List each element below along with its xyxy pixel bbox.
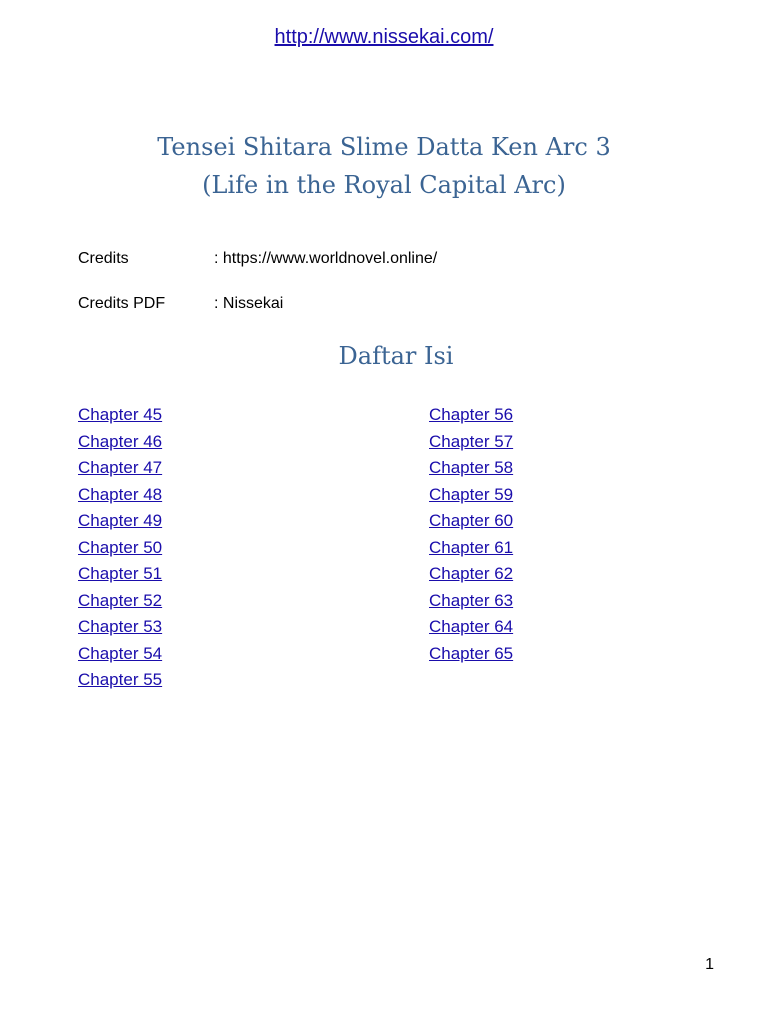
toc-item (78, 484, 162, 511)
toc-item (429, 590, 513, 617)
toc-item (78, 537, 162, 564)
chapter-link[interactable]: Chapter 57 (429, 431, 514, 451)
toc-item (78, 457, 162, 484)
page-number: 1 (705, 956, 714, 973)
toc-item (429, 431, 513, 458)
toc-right-column (429, 404, 513, 669)
document-title: Tensei Shitara Slime Datta Ken Arc 3 (157, 133, 611, 161)
toc-item (78, 616, 162, 643)
document-subtitle: (Life in the Royal Capital Arc) (202, 171, 566, 199)
chapter-link[interactable]: Chapter 56 (429, 405, 514, 424)
chapter-link[interactable]: Chapter 63 (429, 590, 514, 610)
credits-label: Credits (78, 250, 129, 267)
toc-item (78, 404, 162, 431)
chapter-link[interactable]: Chapter 48 (78, 484, 163, 504)
toc-item (429, 457, 513, 484)
credits-pdf-value: : Nissekai (214, 295, 284, 312)
chapter-link[interactable]: Chapter 64 (429, 617, 514, 636)
chapter-link[interactable]: Chapter 62 (429, 564, 514, 583)
toc-item (429, 510, 513, 537)
chapter-link[interactable]: Chapter 65 (429, 643, 514, 663)
chapter-link[interactable]: Chapter 54 (78, 643, 163, 663)
toc-item (429, 404, 513, 431)
chapter-link[interactable]: Chapter 50 (78, 537, 163, 557)
toc-heading: Daftar Isi (338, 342, 454, 370)
toc-left-column (78, 404, 162, 696)
toc-item (78, 590, 162, 617)
chapter-link[interactable]: Chapter 61 (429, 537, 514, 557)
toc-item (78, 431, 162, 458)
chapter-link[interactable]: Chapter 49 (78, 511, 163, 530)
chapter-link[interactable]: Chapter 55 (78, 670, 163, 689)
chapter-link[interactable]: Chapter 46 (78, 431, 163, 451)
chapter-link[interactable]: Chapter 51 (78, 564, 163, 583)
chapter-link[interactable]: Chapter 45 (78, 405, 163, 424)
chapter-link[interactable]: Chapter 60 (429, 511, 514, 530)
website-link[interactable]: http://www.nissekai.com/ (274, 26, 494, 48)
chapter-link[interactable]: Chapter 58 (429, 458, 514, 477)
credits-value: : https://www.worldnovel.online/ (214, 250, 438, 267)
chapter-link[interactable]: Chapter 53 (78, 617, 163, 636)
credits-pdf-label: Credits PDF (78, 295, 166, 312)
toc-item (429, 616, 513, 643)
toc-item (78, 563, 162, 590)
toc-item (429, 537, 513, 564)
toc-item (429, 563, 513, 590)
toc-item (78, 643, 162, 670)
toc-item (429, 484, 513, 511)
chapter-link[interactable]: Chapter 47 (78, 458, 163, 477)
toc-item (78, 510, 162, 537)
chapter-link[interactable]: Chapter 52 (78, 590, 163, 610)
toc-item (78, 669, 162, 696)
chapter-link[interactable]: Chapter 59 (429, 484, 514, 504)
header (0, 26, 768, 49)
toc-item (429, 643, 513, 670)
